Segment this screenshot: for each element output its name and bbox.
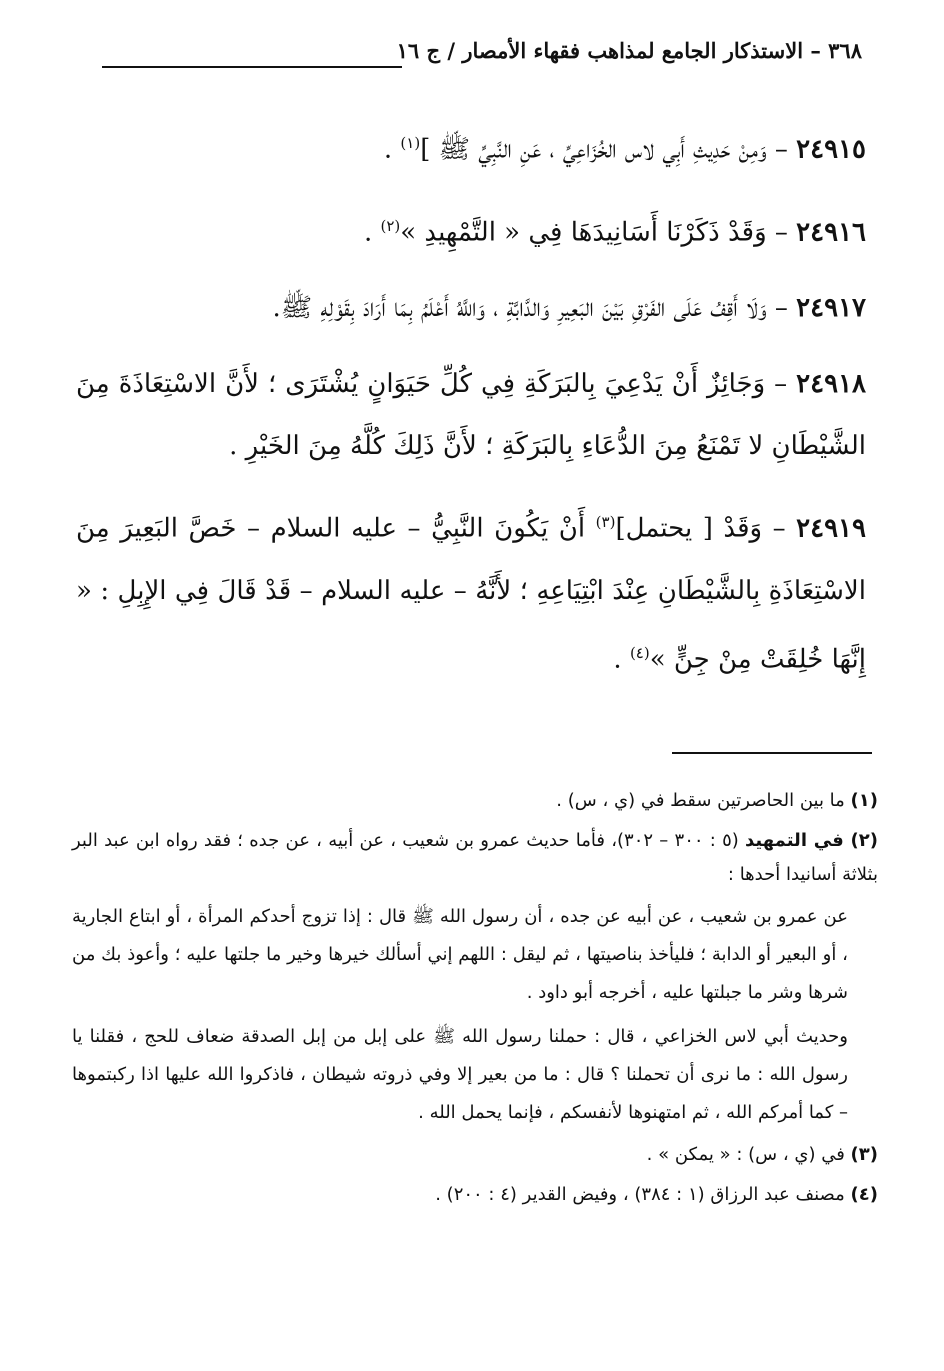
- paragraph-24919: [76, 491, 866, 690]
- paragraph-text: – وَلَا أَقِفُ عَلَى الفَرْقِ بَيْنَ البَعِيرِ وَالدَّابَّةِ ، وَاللَّهُ أَعْلَمُ بِمَا أَرَادَ بِقَوْلِهِ ﷺ.: [272, 293, 797, 324]
- paragraph-number: ٢٤٩١٦: [796, 217, 866, 248]
- footnote-source: في التمهيد: [745, 830, 851, 851]
- footnote-4: [72, 1178, 878, 1212]
- paragraph-text: – وَمِنْ حَدِيثِ أَبِي لاس الخُزَاعِيِّ ، عَنِ النَّبِيِّ ﷺ ]: [420, 134, 797, 165]
- paragraph-number: ٢٤٩١٧: [796, 293, 866, 324]
- paragraph-text: – وَجَائِزٌ أَنْ يَدْعِيَ بِالبَرَكَةِ فِي كُلِّ حَيَوَانٍ يُشْتَرَى ؛ لأَنَّ الاسْتِعَاذَةَ مِنَ الشَّيْطَانِ لا تَمْنَعُ مِنَ الدُّعَاءِ بِالبَرَكَةِ ؛ لأَنَّ ذَلِكَ كُلَّهُ مِنَ الخَيْرِ .: [76, 369, 866, 462]
- paragraph-24918: [76, 353, 866, 477]
- paragraph-24915: [76, 112, 866, 181]
- footnote-1: [72, 784, 878, 818]
- paragraph-text: – وَقَدْ ذَكَرْنَا أَسَانِيدَهَا فِي « التَّمْهِيدِ »: [400, 217, 797, 248]
- paragraph-text-cont: أَنْ يَكُونَ النَّبِيُّ – عليه السلام – خَصَّ البَعِيرَ مِنَ الاسْتِعَاذَةِ بِالشَّيْطَانِ عِنْدَ ابْتِيَاعِهِ ؛ لأَنَّهُ – عليه السلام – قَدْ قَالَ فِي الإِبِلِ : « إِنَّهَا خُلِقَتْ مِنْ جِنٍّ »: [76, 513, 866, 675]
- header-rule: [102, 66, 402, 68]
- footnote-text: ما بين الحاصرتين سقط في (ي ، س) .: [556, 790, 851, 811]
- paragraph-24916: [76, 195, 866, 264]
- paragraph-number: ٢٤٩١٥: [796, 134, 866, 165]
- footnote-separator: [672, 752, 872, 754]
- footnote-text: في (ي ، س) : « يمكن » .: [646, 1144, 851, 1165]
- footnote-number: (٢): [850, 830, 879, 851]
- paragraph-number: ٢٤٩١٩: [796, 513, 866, 544]
- footnote-number: (١): [850, 790, 878, 811]
- paragraph-24917: [76, 277, 866, 339]
- paragraph-text: – وَقَدْ [ يحتمل]: [615, 513, 797, 544]
- footnote-number: (٣): [850, 1144, 878, 1165]
- main-text: [76, 112, 866, 705]
- paragraph-tail: .: [383, 134, 401, 165]
- footnote-ref: (٢): [380, 216, 401, 235]
- paragraph-tail: .: [613, 644, 630, 675]
- footnote-quote-2: وحديث أبي لاس الخزاعي ، قال : حملنا رسول الله ﷺ على إبل من إبل الصدقة ضعاف للحج ، فقلنا يا رسول الله : ما نرى أن تحملنا ؟ قال : ما من بعير إلا وفي ذروته شيطان ، فاذكروا الله عليها اذا ركبتموها – كما أمركم الله ، ثم امتهنوها لأنفسكم ، فإنما يحمل الله .: [72, 1026, 848, 1123]
- footnote-ref: (٣): [595, 513, 616, 532]
- footnotes: [72, 784, 878, 1218]
- footnote-number: (٤): [850, 1184, 878, 1205]
- paragraph-tail: .: [363, 217, 381, 248]
- page-header: [102, 38, 862, 78]
- running-title: ٣٦٨ – الاستذكار الجامع لمذاهب فقهاء الأمصار / ج ١٦: [396, 38, 862, 63]
- footnote-text: (٥ : ٣٠٠ – ٣٠٢)، فأما حديث عمرو بن شعيب ، عن أبيه ، عن جده ؛ فقد رواه ابن عبد البر بثلاثة أسانيدا أحدها :: [72, 830, 878, 885]
- footnote-ref: (٤): [629, 643, 650, 662]
- paragraph-number: ٢٤٩١٨: [796, 369, 866, 400]
- footnote-ref: (١): [400, 134, 421, 152]
- footnote-quote-1: عن عمرو بن شعيب ، عن أبيه عن جده ، أن رسول الله ﷺ قال : إذا تزوج أحدكم المرأة ، أو ابتاع الجارية ، أو البعير أو الدابة ؛ فليأخذ بناصيتها ، ثم ليقل : اللهم إني أسألك خيرها وخير ما جلتها عليه ؛ وأعوذ بك من شرها وشر ما جبلتها عليه ، أخرجه أبو داود .: [72, 906, 848, 1003]
- footnote-text: مصنف عبد الرزاق (١ : ٣٨٤) ، وفيض القدير (٤ : ٢٠٠) .: [435, 1184, 851, 1205]
- footnote-3: [72, 1138, 878, 1172]
- footnote-2: [72, 824, 878, 892]
